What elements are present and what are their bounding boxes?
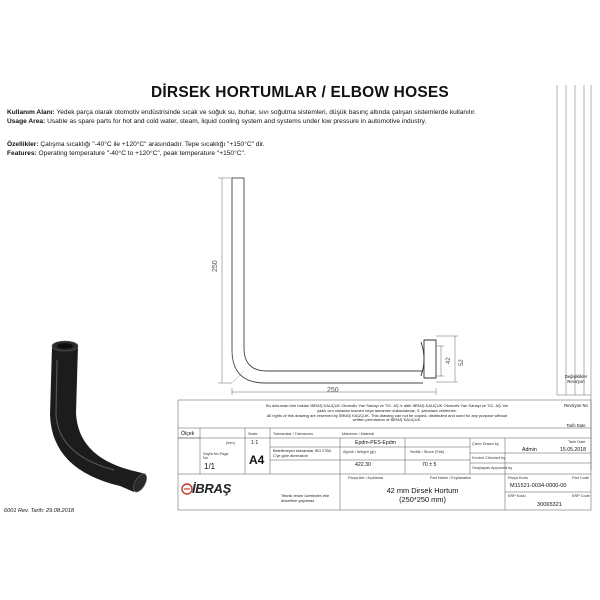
erp-en-label: ERP Code (572, 494, 590, 498)
features-en-text: Operating temperature "-40°C to +120°C", peak temperature "+150°C". (36, 149, 246, 157)
dim-width-label: 250 (327, 387, 339, 394)
scale-en-label: Scale (248, 432, 258, 436)
copyright-line-3: All rights of this drawing are reserved by İBRAŞ KAUÇUK. This drawing can not be copied, distributed and used for any purpose without (266, 412, 508, 418)
dim-inner-label: 42 (446, 357, 452, 364)
part-code-value: M11521-0034-0000-00 (510, 483, 567, 489)
part-name-line-2: (250*250 mm) (399, 495, 446, 504)
rev-change-label: Değişiklikler Revizyon (564, 374, 588, 384)
tolerance-label: Toleranslar / Tolerances (273, 432, 314, 436)
features-tr-text: Çalışma sıcaklığı "-40°C ile +120°C" arasındadır. Tepe sıcaklığı "+150°C" dir. (38, 141, 265, 148)
unit-label: (mm) (226, 441, 235, 445)
copyright-line-4: written permission of İBRAŞ KAUÇUK. (352, 417, 422, 423)
material-label: Malzeme / Material (342, 432, 375, 436)
material-value: Epdm-PES-Epdm (355, 440, 396, 446)
rev-no-label: Revizyon No (564, 403, 588, 408)
company-logo: İBRAŞ (192, 481, 231, 496)
tolerance-note: Belirtilmeyen toleranslar ISO 2768-C'ye göre alınmalıdır (273, 449, 332, 458)
hardness-value: 70 ± 5 (422, 462, 437, 468)
usage-en-label: Usage Area: (7, 117, 46, 125)
weight-value: 422.30 (355, 462, 371, 468)
hose-3d (50, 341, 149, 494)
date-label: Tarih Date (568, 440, 586, 444)
page-title: DİRSEK HORTUMLAR / ELBOW HOSES (151, 84, 449, 101)
page-label: Sayfa No Page No (203, 452, 229, 461)
part-name (340, 486, 505, 504)
dim-outer-label: 52 (459, 359, 465, 366)
scale-tr-label: Ölçek (181, 431, 195, 437)
erp-code-value: 30065321 (537, 502, 562, 508)
part-code-label: Part Code (572, 476, 590, 480)
drawn-label: Çizen Drawn by (472, 442, 499, 446)
footer-note: 6001 Rev. Tarih: 29.08.2018 (4, 508, 74, 514)
dim-height-label: 250 (212, 260, 219, 272)
approved-label: Onaylayan Approved by (472, 466, 513, 470)
weight-label: Ağırlık / Weight (gr) (343, 450, 376, 454)
usage-tr-label: Kullanım Alanı: (7, 109, 55, 116)
sign-note: Teknik resim üzerinden elle düzeltme yapılmaz (281, 493, 330, 503)
part-name-label: Parça Adı / Açıklama (348, 476, 384, 480)
features-tr-label: Özellikler: (7, 141, 39, 148)
date-value: 15.05.2018 (560, 447, 586, 453)
copyright-line-2: yazılı izni olmadan kısmen veya tamamen kullanılamaz, 3. şahıslara verilemez. (317, 407, 457, 413)
logo-mark (182, 484, 192, 494)
features-en-label: Features: (7, 149, 37, 157)
erp-label: ERP Kodu (508, 494, 526, 498)
dimension-lines (218, 178, 458, 395)
usage-tr-text: Yedek parça olarak otomotiv endüstrisinde sıcak ve soğuk su, buhar, sıvı soğutma sistemleri, düşük basınç altında çalışan sistemlerde kullanılır. (54, 109, 476, 116)
scale-value: 1:1 (251, 440, 259, 446)
part-no-label: Parça Kodu (508, 476, 528, 480)
drawn-by-value: Admin (522, 447, 537, 453)
page-value: 1/1 (204, 462, 216, 471)
elbow-outline (232, 178, 436, 383)
copyright-notice (186, 404, 588, 423)
usage-en-text: Usable as spare parts for hot and cold water, steam, liquid cooling system and systems under low pressure in automotive industry. (45, 117, 427, 125)
paper-size: A4 (249, 453, 265, 467)
checked-label: Kontrol Checked by (472, 456, 506, 460)
part-name-line-1: 42 mm Dirsek Hortum (386, 486, 459, 495)
part-name-en-label: Part Name / Explanation (430, 476, 472, 480)
copyright-line-1: Bu dokuman tüm hakları İBRAŞ KAUÇUK Otomotiv Yan Sanayi ve TİC. AŞ.'e aittir İBRAŞ KAUÇUK Otomotiv Yan Sanayi ve TİC. AŞ.'nin (265, 403, 509, 408)
rev-date-label: Tarih Date (566, 423, 586, 428)
hardness-label: Sertlik / Shore (Shb) (410, 450, 445, 454)
